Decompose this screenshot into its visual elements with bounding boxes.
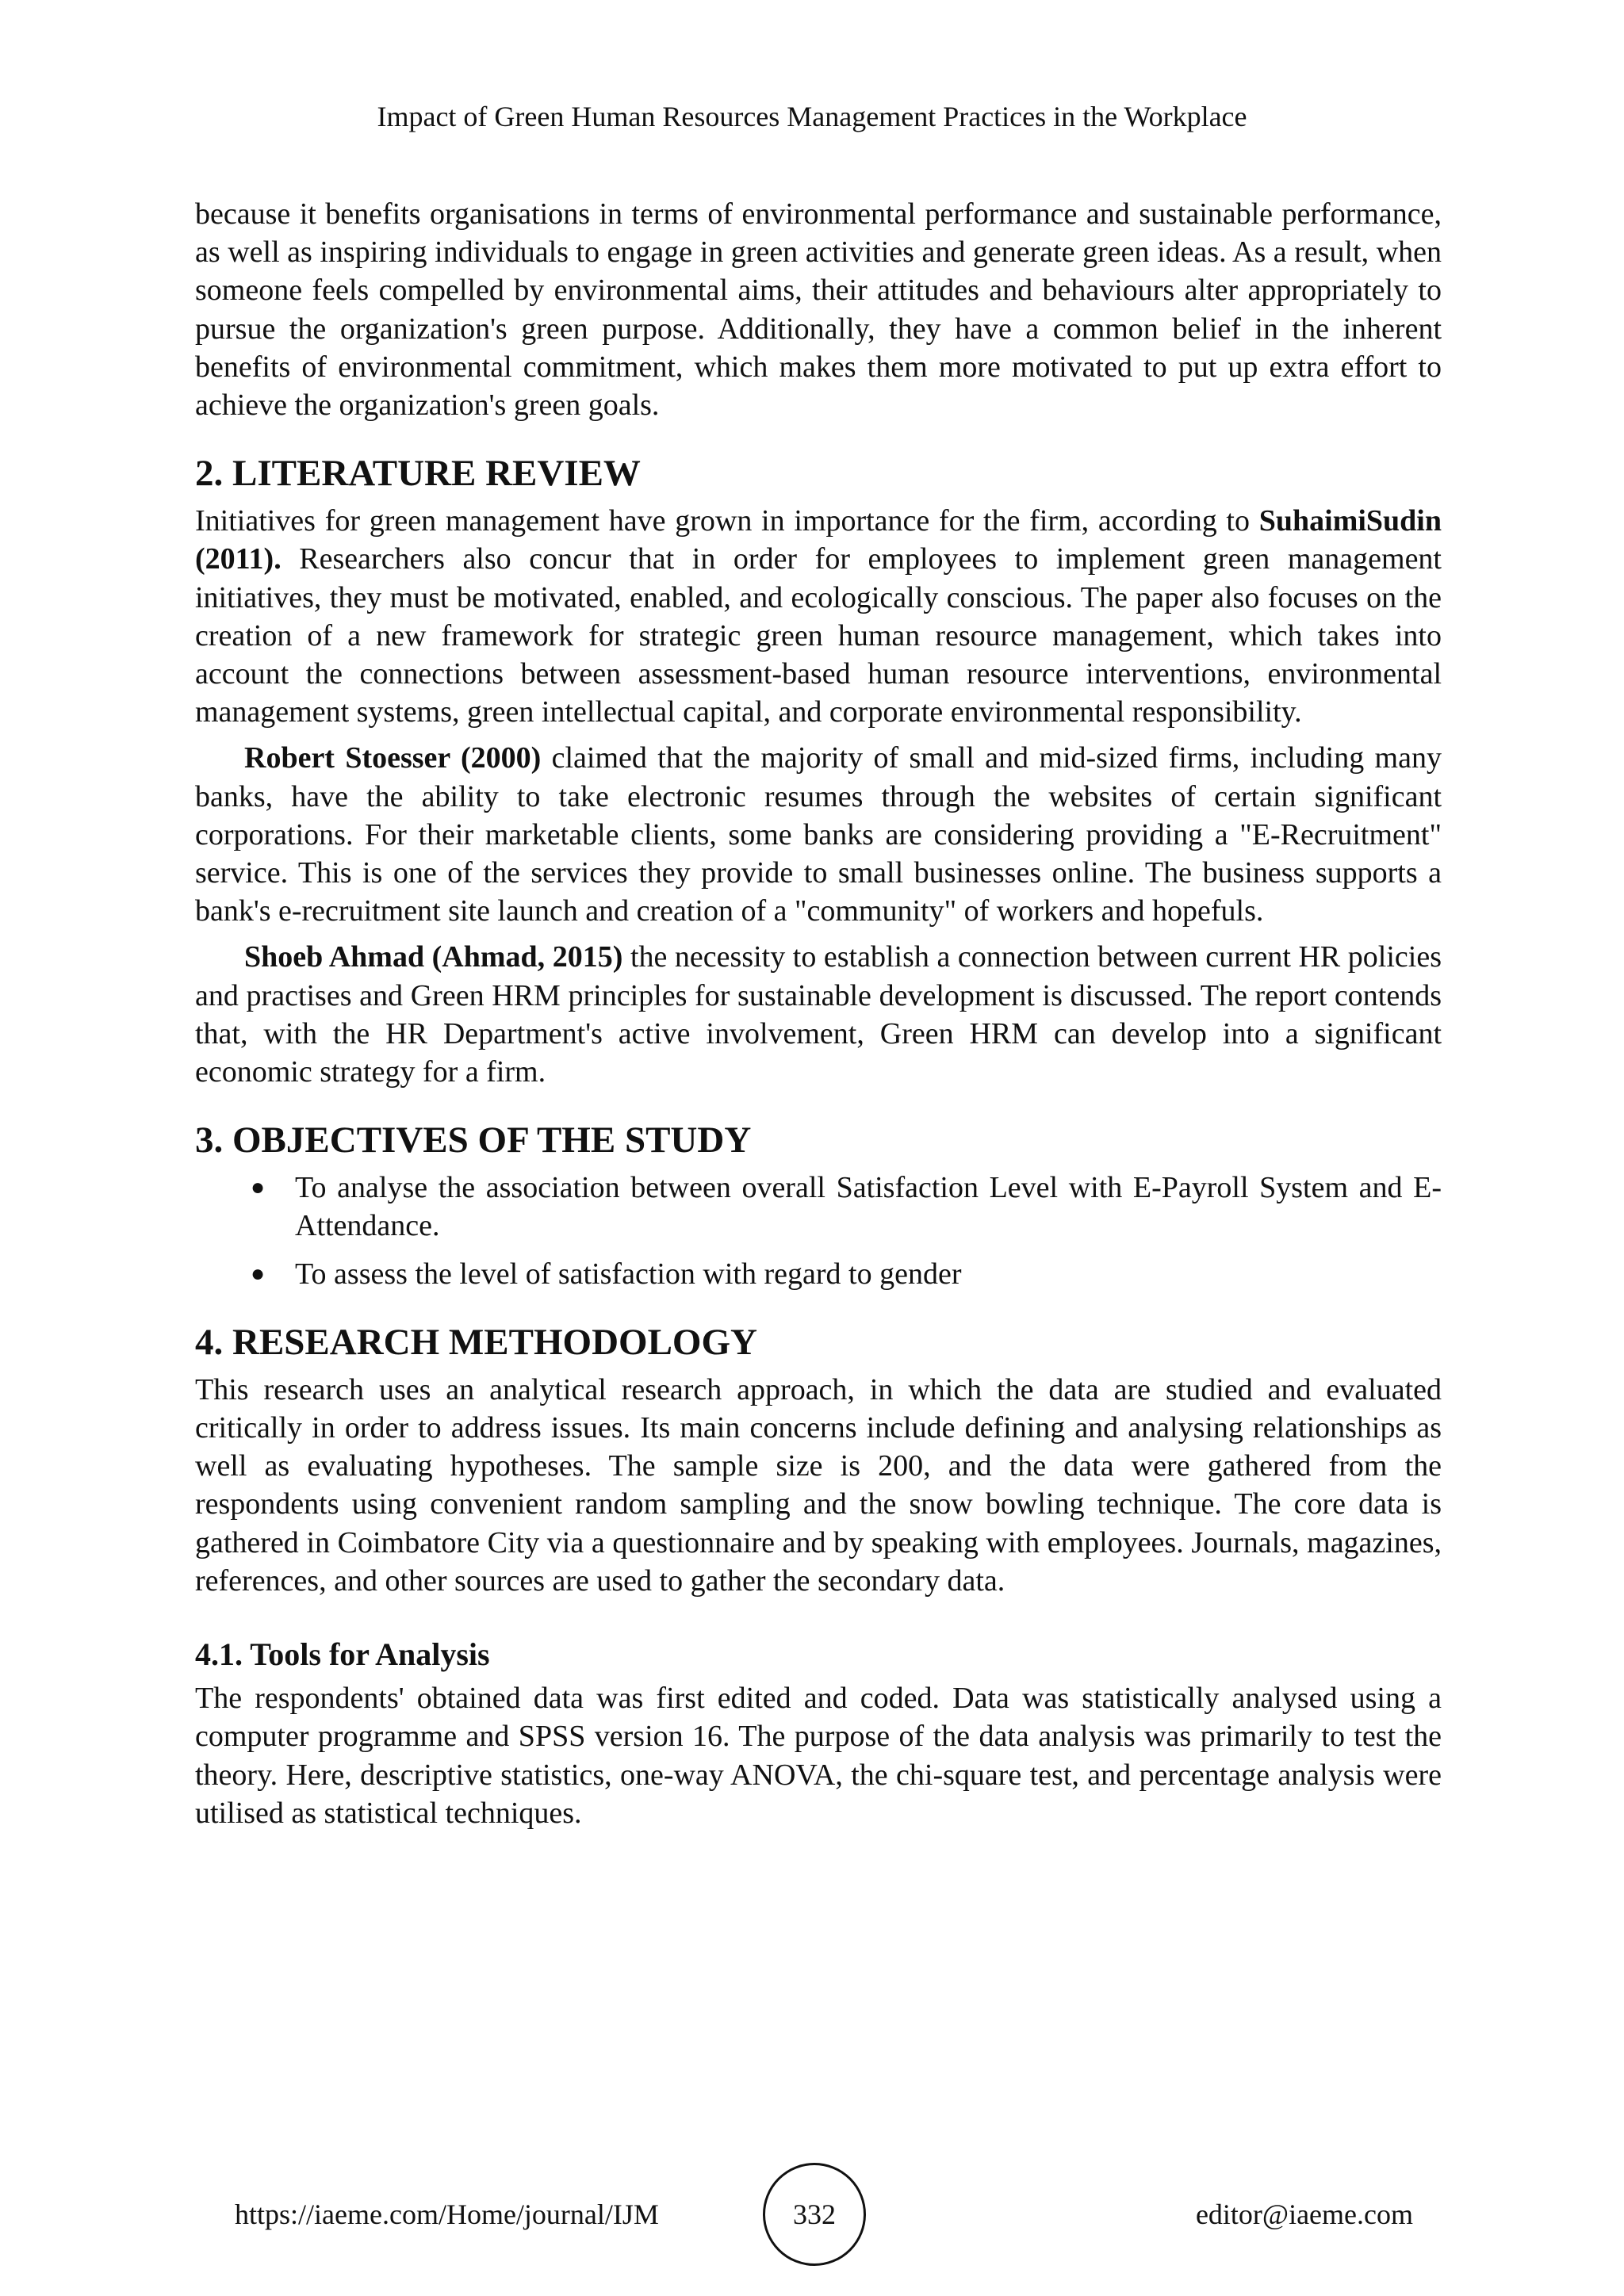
running-header: Impact of Green Human Resources Management Practices in the Workplace [377,101,1247,132]
citation-stoesser: Robert Stoesser (2000) [244,741,542,775]
section-heading-objectives: 3. OBJECTIVES OF THE STUDY [195,1119,752,1161]
methodology-paragraph: This research uses an analytical research approach, in which the data are studied and evaluated critically in order to address issues. Its main concerns include defining and analysing relationships as well as evaluating hypotheses. The sample size is 200, and the data were gathered from the respondents using convenient random sampling and the snow bowling technique. The core data is gathered in Coimbatore City via a questionnaire and by speaking with employees. Journals, magazines, references, and other sources are used to gather the secondary data. [195,1372,1442,1598]
literature-p3-text: the necessity to establish a connection between current HR policies and practises and Green HRM principles for sustainable development is discussed. The report contends that, with the HR Department's active involvement, Green HRM can develop into a significant economic strategy for a firm. [195,940,1442,1089]
literature-p1-text-b: Researchers also concur that in order for employees to implement green management initiatives, they must be motivated, enabled, and ecologically conscious. The paper also focuses on the creation of a new framework for strategic green human resource management, which takes into account the connections between assessment-based human resource interventions, environmental management systems, green intellectual capital, and corporate environmental responsibility. [195,542,1442,729]
footer-journal-link[interactable]: https://iaeme.com/Home/journal/IJM [235,2198,659,2230]
objective-text: To assess the level of satisfaction with regard to gender [295,1257,962,1291]
intro-paragraph: because it benefits organisations in terms of environmental performance and sustainable performance, as well as inspiring individuals to engage in green activities and generate green ideas. As a result, when someone feels compelled by environmental aims, their attitudes and behaviours alter appropriately to pursue the organization's green purpose. Additionally, they have a common belief in the inherent benefits of environmental commitment, which makes them more motivated to put up extra effort to achieve the organization's green goals. [195,197,1442,423]
objective-text: To analyse the association between overall Satisfaction Level with E-Payroll System and E-Attendance. [295,1171,1442,1243]
objective-item [195,1255,1442,1293]
objectives-list [195,1169,1442,1293]
bullet-icon: ● [251,1174,266,1201]
page-footer [0,2163,1624,2266]
subsection-heading-tools: 4.1. Tools for Analysis [195,1636,490,1673]
citation-ahmad: Shoeb Ahmad (Ahmad, 2015) [244,940,623,974]
tools-paragraph: The respondents' obtained data was first edited and coded. Data was statistically analysed using a computer programme and SPSS version 16. The purpose of the data analysis was primarily to test the theory. Here, descriptive statistics, one-way ANOVA, the chi-square test, and percentage analysis were utilised as statistical techniques. [195,1682,1442,1830]
page-body [195,195,1442,1832]
literature-paragraph-2 [195,739,1442,930]
literature-paragraph-3 [195,938,1442,1091]
literature-p1-text-a: Initiatives for green management have grown in importance for the firm, according to [195,504,1259,538]
section-heading-literature: 2. LITERATURE REVIEW [195,453,641,495]
objective-item [195,1169,1442,1245]
literature-p2-text: claimed that the majority of small and mid-sized firms, including many banks, have the ability to take electronic resumes through the websites of certain significant corporations. For their marketable clients, some banks are considering providing a "E-Recruitment" service. This is one of the services they provide to small businesses online. The business supports a bank's e-recruitment site launch and creation of a "community" of workers and hopefuls. [195,741,1442,928]
footer-email-link[interactable]: editor@iaeme.com [1195,2198,1413,2230]
bullet-icon: ● [251,1260,266,1287]
literature-paragraph-1 [195,502,1442,731]
page-number-badge: 332 [763,2163,866,2266]
section-heading-methodology: 4. RESEARCH METHODOLOGY [195,1321,757,1363]
citation-suhaimisudin: SuhaimiSudin (2011). [195,504,1442,576]
